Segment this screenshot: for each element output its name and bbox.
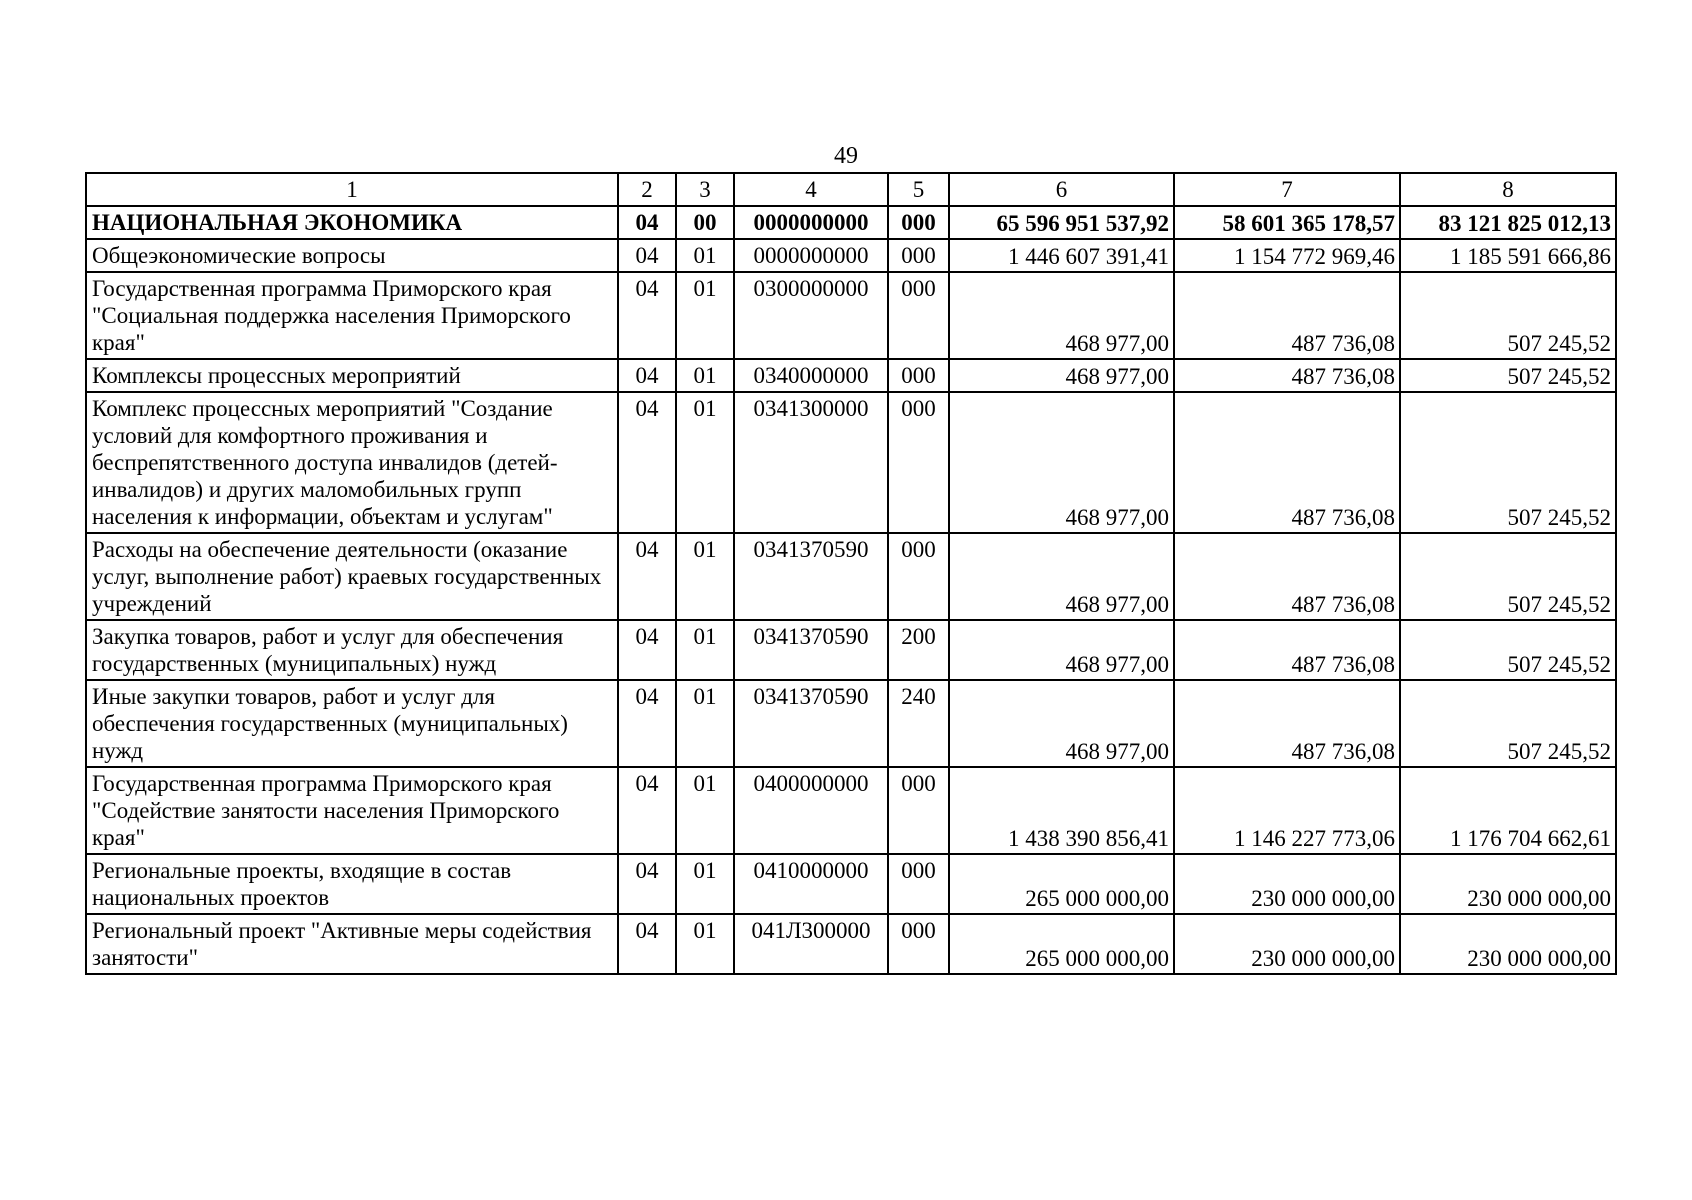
amount-cell: 468 977,00 [949,533,1174,620]
column-number: 7 [1174,173,1400,206]
subsection-code-cell: 01 [676,272,734,359]
expense-name-cell: Региональный проект "Активные меры содействия занятости" [86,914,618,974]
target-item-code-cell: 0000000000 [734,239,888,272]
column-number: 2 [618,173,676,206]
budget-table-body [86,173,1616,974]
amount-cell: 468 977,00 [949,272,1174,359]
subsection-code-cell: 01 [676,392,734,533]
amount-cell: 468 977,00 [949,620,1174,680]
amount-cell: 487 736,08 [1174,620,1400,680]
target-item-code-cell: 0341370590 [734,533,888,620]
target-item-code-cell: 0340000000 [734,359,888,392]
expense-type-code-cell: 240 [888,680,949,767]
subsection-code-cell: 01 [676,680,734,767]
section-code-cell: 04 [618,914,676,974]
expense-name-cell: Государственная программа Приморского края "Содействие занятости населения Приморского края" [86,767,618,854]
expense-type-code-cell: 000 [888,767,949,854]
expense-type-code-cell: 000 [888,239,949,272]
amount-cell: 83 121 825 012,13 [1400,206,1616,239]
expense-name-cell: Государственная программа Приморского края "Социальная поддержка населения Приморского края" [86,272,618,359]
column-number: 3 [676,173,734,206]
amount-cell: 265 000 000,00 [949,914,1174,974]
amount-cell: 230 000 000,00 [1174,854,1400,914]
target-item-code-cell: 0341300000 [734,392,888,533]
amount-cell: 468 977,00 [949,392,1174,533]
table-row [86,359,1616,392]
expense-type-code-cell: 000 [888,206,949,239]
amount-cell: 487 736,08 [1174,359,1400,392]
table-header-row [86,173,1616,206]
table-row [86,239,1616,272]
table-row [86,392,1616,533]
section-code-cell: 04 [618,239,676,272]
expense-name-cell: Иные закупки товаров, работ и услуг для обеспечения государственных (муниципальных) нужд [86,680,618,767]
expense-name-cell: Региональные проекты, входящие в состав национальных проектов [86,854,618,914]
target-item-code-cell: 0341370590 [734,680,888,767]
column-number: 6 [949,173,1174,206]
expense-type-code-cell: 000 [888,392,949,533]
expense-name-cell: Закупка товаров, работ и услуг для обеспечения государственных (муниципальных) нужд [86,620,618,680]
column-number: 5 [888,173,949,206]
table-row [86,533,1616,620]
amount-cell: 230 000 000,00 [1400,914,1616,974]
section-code-cell: 04 [618,854,676,914]
subsection-code-cell: 00 [676,206,734,239]
section-code-cell: 04 [618,392,676,533]
amount-cell: 65 596 951 537,92 [949,206,1174,239]
expense-type-code-cell: 000 [888,359,949,392]
expense-name-cell: Расходы на обеспечение деятельности (оказание услуг, выполнение работ) краевых государственных учреждений [86,533,618,620]
table-row [86,272,1616,359]
section-code-cell: 04 [618,767,676,854]
subsection-code-cell: 01 [676,767,734,854]
target-item-code-cell: 0410000000 [734,854,888,914]
section-code-cell: 04 [618,680,676,767]
amount-cell: 507 245,52 [1400,272,1616,359]
amount-cell: 265 000 000,00 [949,854,1174,914]
amount-cell: 1 185 591 666,86 [1400,239,1616,272]
amount-cell: 230 000 000,00 [1400,854,1616,914]
table-row [86,206,1616,239]
amount-cell: 1 176 704 662,61 [1400,767,1616,854]
amount-cell: 507 245,52 [1400,359,1616,392]
expense-name-cell: Комплексы процессных мероприятий [86,359,618,392]
expense-name-cell: Общеэкономические вопросы [86,239,618,272]
amount-cell: 487 736,08 [1174,680,1400,767]
expense-type-code-cell: 200 [888,620,949,680]
amount-cell: 1 438 390 856,41 [949,767,1174,854]
budget-table [85,172,1617,975]
table-row [86,854,1616,914]
subsection-code-cell: 01 [676,854,734,914]
table-row [86,767,1616,854]
expense-type-code-cell: 000 [888,914,949,974]
expense-name-cell: НАЦИОНАЛЬНАЯ ЭКОНОМИКА [86,206,618,239]
target-item-code-cell: 0400000000 [734,767,888,854]
amount-cell: 468 977,00 [949,680,1174,767]
target-item-code-cell: 0000000000 [734,206,888,239]
section-code-cell: 04 [618,620,676,680]
page-number: 49 [834,143,858,169]
amount-cell: 487 736,08 [1174,272,1400,359]
amount-cell: 230 000 000,00 [1174,914,1400,974]
expense-type-code-cell: 000 [888,272,949,359]
amount-cell: 468 977,00 [949,359,1174,392]
target-item-code-cell: 0341370590 [734,620,888,680]
section-code-cell: 04 [618,206,676,239]
target-item-code-cell: 0300000000 [734,272,888,359]
amount-cell: 507 245,52 [1400,533,1616,620]
amount-cell: 1 446 607 391,41 [949,239,1174,272]
expense-type-code-cell: 000 [888,854,949,914]
amount-cell: 507 245,52 [1400,620,1616,680]
section-code-cell: 04 [618,272,676,359]
column-number: 8 [1400,173,1616,206]
amount-cell: 507 245,52 [1400,680,1616,767]
target-item-code-cell: 041Л300000 [734,914,888,974]
amount-cell: 1 154 772 969,46 [1174,239,1400,272]
amount-cell: 1 146 227 773,06 [1174,767,1400,854]
table-row [86,914,1616,974]
amount-cell: 487 736,08 [1174,533,1400,620]
amount-cell: 507 245,52 [1400,392,1616,533]
expense-type-code-cell: 000 [888,533,949,620]
subsection-code-cell: 01 [676,533,734,620]
expense-name-cell: Комплекс процессных мероприятий "Создание условий для комфортного проживания и беспрепятственного доступа инвалидов (детей-инвалидов) и других маломобильных групп населения к информации, объектам и услугам" [86,392,618,533]
section-code-cell: 04 [618,533,676,620]
table-row [86,680,1616,767]
table-row [86,620,1616,680]
subsection-code-cell: 01 [676,914,734,974]
subsection-code-cell: 01 [676,359,734,392]
subsection-code-cell: 01 [676,239,734,272]
amount-cell: 58 601 365 178,57 [1174,206,1400,239]
amount-cell: 487 736,08 [1174,392,1400,533]
subsection-code-cell: 01 [676,620,734,680]
column-number: 4 [734,173,888,206]
section-code-cell: 04 [618,359,676,392]
column-number: 1 [86,173,618,206]
